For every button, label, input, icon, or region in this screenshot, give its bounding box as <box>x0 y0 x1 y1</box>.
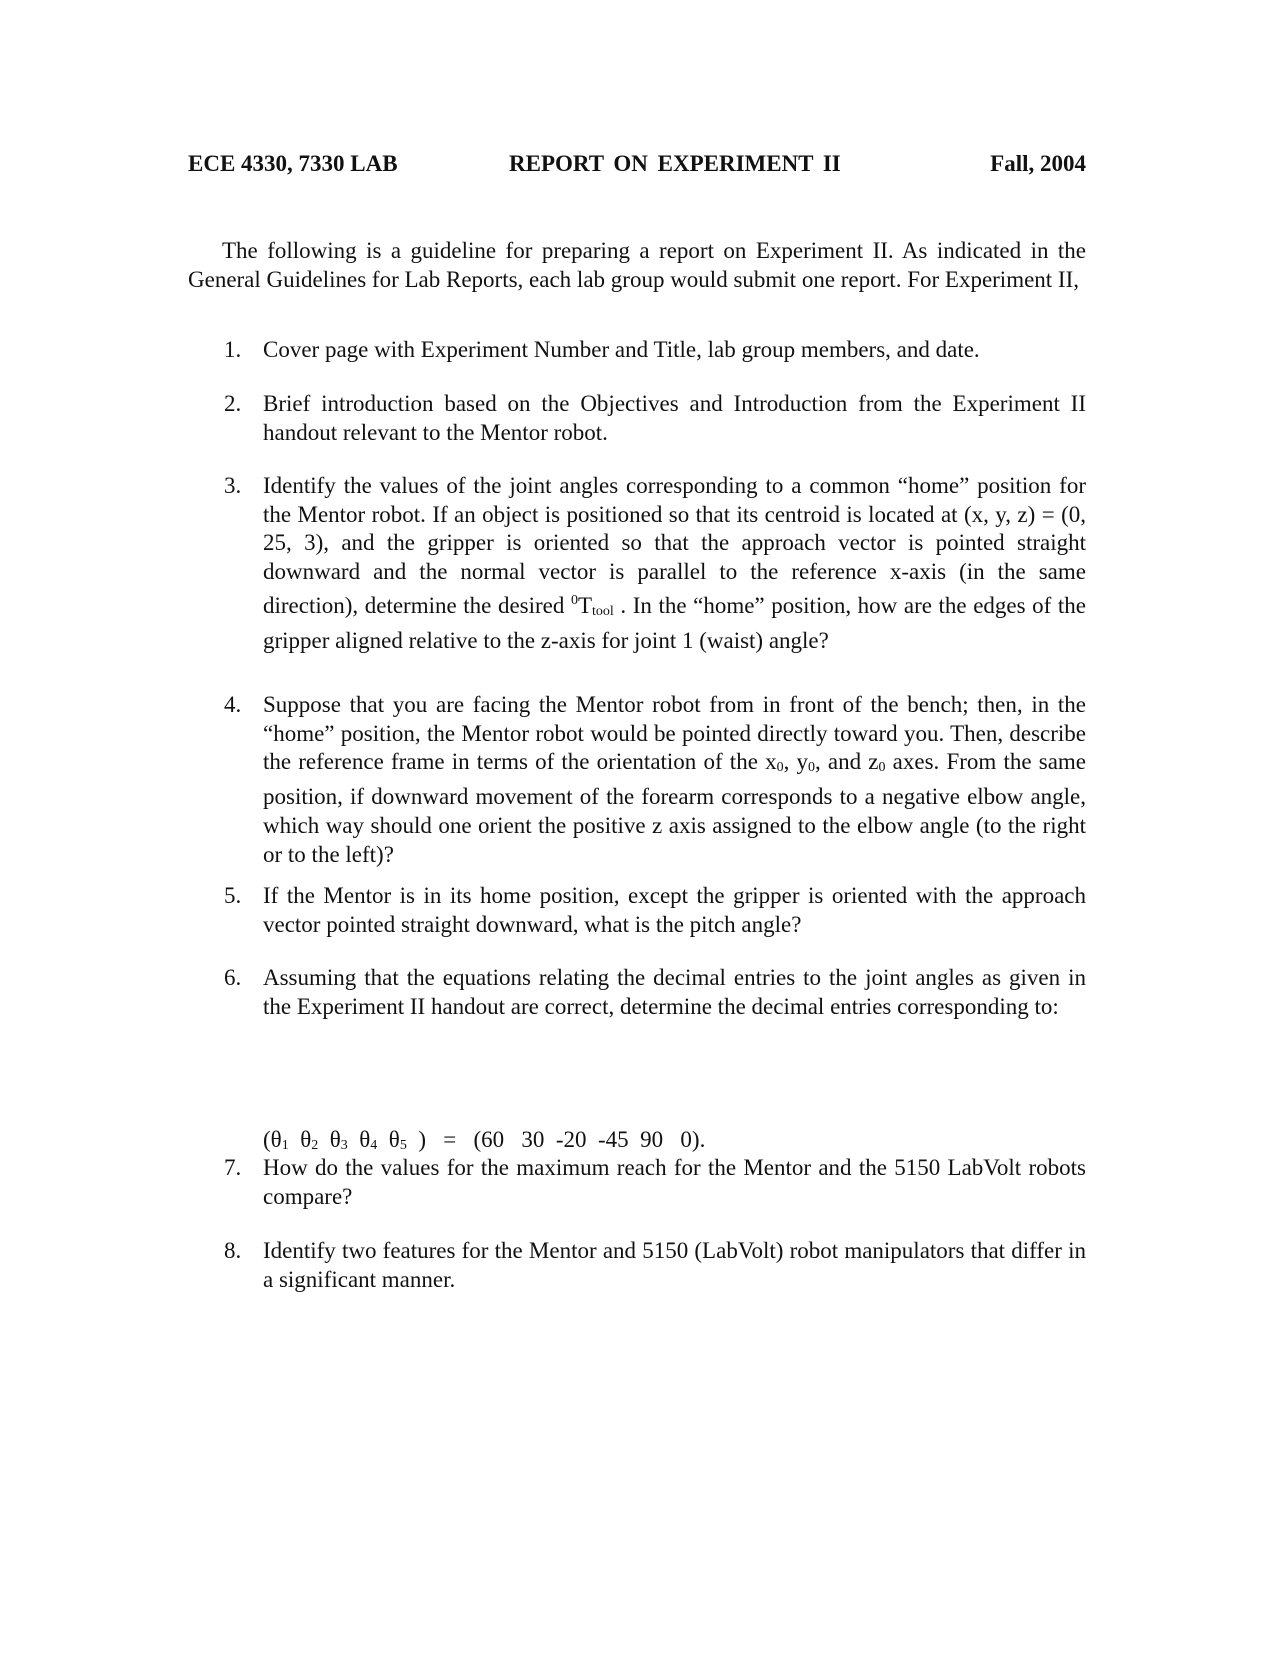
theta-subscript: 3 <box>340 1138 348 1153</box>
equation-rhs: ) = (60 30 -20 -45 90 0). <box>406 1127 706 1152</box>
list-item-4 <box>188 691 1086 869</box>
subscript-zero: 0 <box>776 760 784 776</box>
item-number: 3. <box>224 473 242 498</box>
item-text-part: axes. From the same position, if downward movement of the forearm corresponds to a negative elbow angle, which way should one orient the positive z axis assigned to the elbow angle (to the right or to the left)? <box>263 749 1087 867</box>
item-text <box>263 691 1086 869</box>
item-text <box>263 472 1086 655</box>
theta-subscript: 1 <box>281 1138 289 1153</box>
term-label: Fall, 2004 <box>990 151 1086 176</box>
item-text-part: Suppose that you are facing the Mentor robot from in front of the bench; then, in the “home” position, the Mentor robot would be pointed directly toward you. Then, describe the reference frame in terms of the orientation of the x <box>263 692 1086 775</box>
list-item-7 <box>188 1154 1086 1211</box>
document-header <box>188 151 1086 181</box>
item-text-part: Identify the values of the joint angles corresponding to a common “home” position for the Mentor robot. If an object is positioned so that its centroid is located at (x, y, z) = (0, 25, 3), and the gripper is oriented so that the approach vector is pointed straight downward and the normal vector is parallel to the reference x-axis (in the same direction), determine the desired <box>263 473 1086 618</box>
item-text-part: . In the “home” position, how are the edges of the gripper aligned relative to the z-axis for joint 1 (waist) angle? <box>263 592 1086 653</box>
item-text-part: , y <box>783 749 808 775</box>
item-text: Assuming that the equations relating the decimal entries to the joint angles as given in the Experiment II handout are correct, determine the decimal entries corresponding to: <box>263 965 1086 1019</box>
list-item-5 <box>188 882 1086 939</box>
subscript-zero: 0 <box>878 760 886 776</box>
subscript-tool: tool <box>592 603 614 619</box>
superscript-zero: 0 <box>570 592 578 608</box>
item-text: Brief introduction based on the Objectives and Introduction from the Experiment II handout relevant to the Mentor robot. <box>263 391 1086 445</box>
intro-paragraph: The following is a guideline for preparing a report on Experiment II. As indicated in the General Guidelines for Lab Reports, each lab group would submit one report. For Experiment II, <box>188 238 1086 292</box>
item-number: 2. <box>224 391 242 416</box>
theta-symbol: θ <box>388 1127 400 1152</box>
list-item-2 <box>188 390 1086 447</box>
joint-angle-equation: (θ1 θ2 θ3 θ4 θ5 ) = (60 30 -20 -45 90 0). <box>263 1127 706 1153</box>
document-page <box>188 0 1086 1656</box>
list-item-6 <box>188 964 1086 1021</box>
subscript-zero: 0 <box>808 760 815 776</box>
item-text: How do the values for the maximum reach for the Mentor and the 5150 LabVolt robots compare? <box>263 1155 1086 1209</box>
theta-symbol: θ <box>300 1127 312 1152</box>
item-text: If the Mentor is in its home position, except the gripper is oriented with the approach vector pointed straight downward, what is the pitch angle? <box>263 883 1086 937</box>
item-number: 4. <box>224 692 242 717</box>
theta-subscript: 2 <box>311 1138 319 1153</box>
item-number: 5. <box>224 883 242 908</box>
item-text-part: , and z <box>815 749 879 775</box>
theta-symbol: θ <box>329 1127 341 1152</box>
list-item-3 <box>188 472 1086 655</box>
theta-symbol: θ <box>270 1127 282 1152</box>
item-number: 7. <box>224 1155 242 1180</box>
report-title: REPORT ON EXPERIMENT II <box>509 151 841 176</box>
item-text: Identify two features for the Mentor and 5150 (LabVolt) robot manipulators that differ in a significant manner. <box>263 1238 1086 1292</box>
list-item-1 <box>188 336 1086 365</box>
theta-symbol: θ <box>359 1127 371 1152</box>
item-number: 6. <box>224 965 242 990</box>
item-number: 8. <box>224 1238 242 1263</box>
theta-subscript: 5 <box>399 1138 407 1153</box>
transform-symbol: T <box>577 592 593 618</box>
item-text: Cover page with Experiment Number and Title, lab group members, and date. <box>263 337 980 362</box>
course-label: ECE 4330, 7330 LAB <box>188 151 398 176</box>
theta-subscript: 4 <box>370 1138 378 1153</box>
item-number: 1. <box>224 337 242 362</box>
list-item-8 <box>188 1237 1086 1294</box>
